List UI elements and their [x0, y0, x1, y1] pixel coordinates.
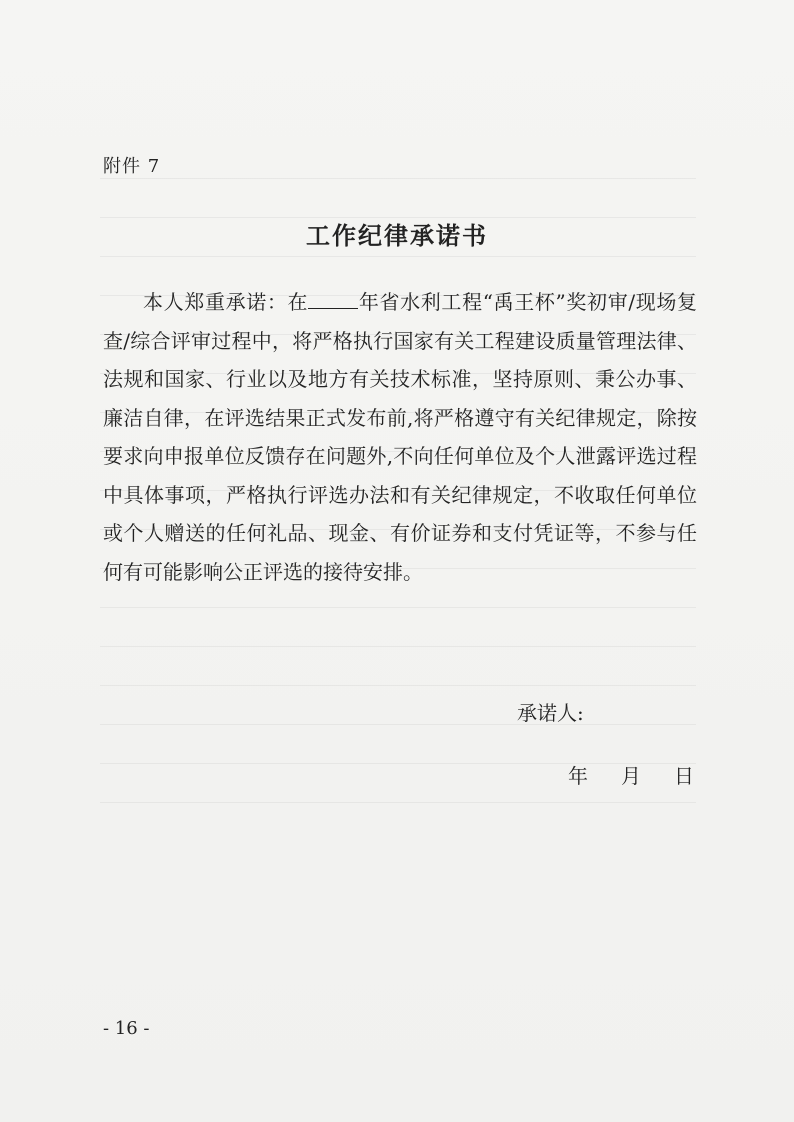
- commitment-paragraph: [103, 283, 697, 591]
- commitment-text-rest: 年省水利工程“禹王杯”奖初审/现场复查/综合评审过程中，将严格执行国家有关工程建设质量管理法律、法规和国家、行业以及地方有关技术标准，坚持原则、秉公办事、廉洁自律，在评选结果正式发布前,将严格遵守有关纪律规定，除按要求向申报单位反馈存在问题外,不向任何单位及个人泄露评选过程中具体事项，严格执行评选办法和有关纪律规定，不收取任何单位或个人赠送的任何礼品、现金、有价证券和支付凭证等，不参与任何有可能影响公正评选的接待安排。: [103, 290, 698, 584]
- date-year-label: 年: [568, 764, 588, 788]
- date-month-label: 月: [621, 764, 641, 788]
- year-blank: [308, 292, 358, 309]
- commitment-body: [103, 283, 697, 591]
- document-title: 工作纪律承诺书: [306, 222, 488, 250]
- page-number: - 16 -: [103, 1018, 150, 1039]
- commitment-text-start: 本人郑重承诺：在: [143, 290, 309, 314]
- date-day-label: 日: [674, 764, 694, 788]
- promisor-label: 承诺人:: [517, 701, 584, 725]
- signature-date: [568, 760, 694, 789]
- attachment-label: 附件 7: [103, 156, 161, 177]
